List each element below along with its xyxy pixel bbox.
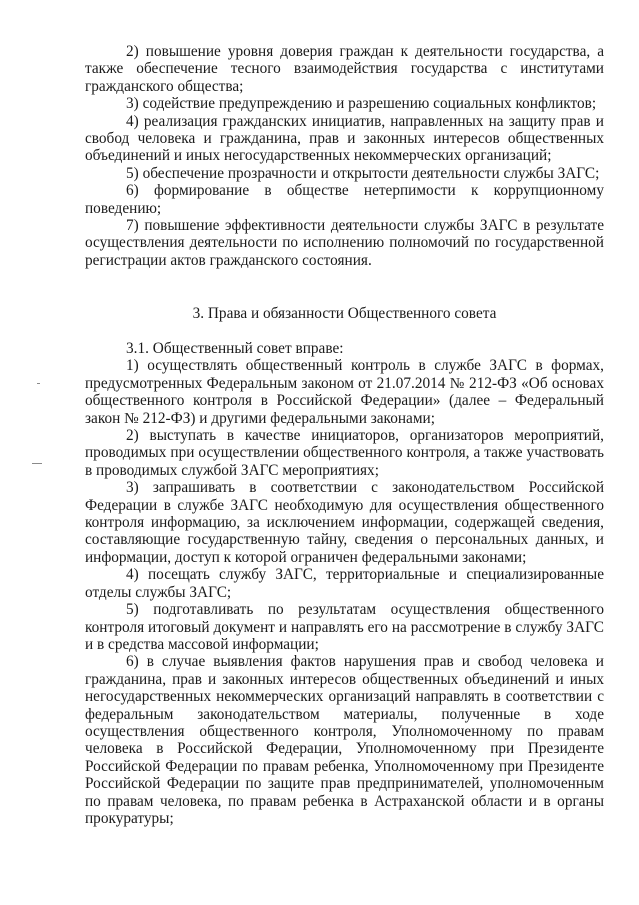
list-item: 4) посещать службу ЗАГС, территориальные и специализированные отделы службы ЗАГС; [85, 566, 604, 601]
list-item: 6) в случае выявления фактов нарушения прав и свобод человека и гражданина, прав и законных интересов общественных объединений и иных негосударственных некоммерческих организаций направлять в соответствии с федеральным законодательством материалы, полученные в ходе осуществления общественного контроля, Уполномоченному по правам человека в Российской Федерации, Уполномоченному при Президенте Российской Федерации по правам ребенка, Уполномоченному при Президенте Российской Федерации по защите прав предпринимателей, уполномоченным по правам человека, по правам ребенка в Астраханской области и в органы прокуратуры; [85, 653, 604, 827]
top-list [85, 43, 604, 269]
list-item: 5) подготавливать по результатам осуществления общественного контроля итоговый документ и направлять его на рассмотрение в службу ЗАГС и в средства массовой информации; [85, 601, 604, 653]
list-item: 5) обеспечение прозрачности и открытости деятельности службы ЗАГС; [126, 164, 600, 182]
list-item: 3) содействие предупреждению и разрешению социальных конфликтов; [126, 95, 597, 113]
list-item: 2) выступать в качестве инициаторов, организаторов мероприятий, проводимых при осуществлении общественного контроля, а также участвовать в проводимых службой ЗАГС мероприятиях; [85, 427, 604, 479]
list-item: 6) формирование в обществе нетерпимости к коррупционному поведению; [85, 182, 604, 217]
list-item: 7) повышение эффективности деятельности службы ЗАГС в результате осуществления деятельности по исполнению полномочий по государственной регистрации актов гражданского состояния. [85, 217, 604, 269]
list-item: 4) реализация гражданских инициатив, направленных на защиту прав и свобод человека и гражданина, прав и законных интересов общественных объединений и иных негосударственных некоммерческих организаций; [85, 112, 604, 165]
section-heading: 3. Права и обязанности Общественного совета [192, 305, 497, 322]
scan-mark [32, 463, 42, 464]
clause-intro: 3.1. Общественный совет вправе: [126, 340, 344, 357]
rights-list [85, 340, 604, 827]
scan-mark [37, 383, 40, 384]
list-item: 1) осуществлять общественный контроль в службе ЗАГС в формах, предусмотренных Федеральным законом от 21.07.2014 № 212-ФЗ «Об основах общественного контроля в Российской Федерации» (далее – Федеральный закон № 212-ФЗ) и другими федеральными законами; [85, 357, 604, 427]
list-item: 3) запрашивать в соответствии с законодательством Российской Федерации в службе ЗАГС необходимую для осуществления общественного контроля информацию, за исключением информации, содержащей сведения, составляющие государственную тайну, сведения о персональных данных, и информации, доступ к которой ограничен федеральными законами; [85, 479, 604, 566]
list-item: 2) повышение уровня доверия граждан к деятельности государства, а также обеспечение тесного взаимодействия государства с институтами гражданского общества; [85, 43, 604, 95]
